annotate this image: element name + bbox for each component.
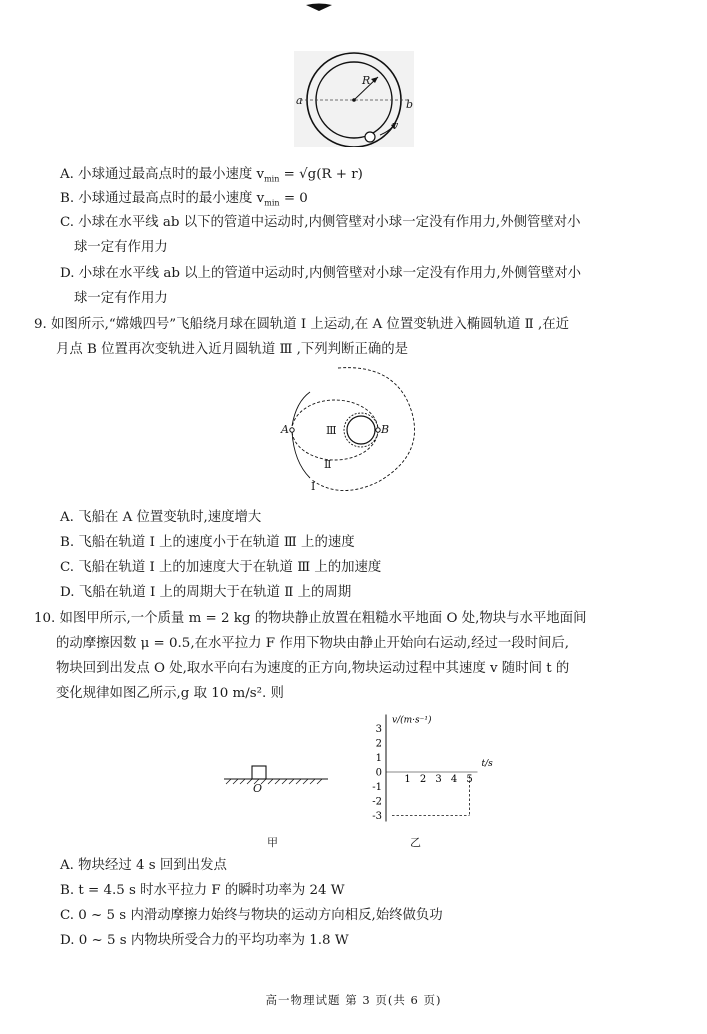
label-b: b bbox=[406, 98, 414, 111]
label-O: O bbox=[253, 782, 263, 795]
q8-option-b-rest: = 0 bbox=[279, 191, 308, 206]
q8-option-c-line2: 球一定有作用力 bbox=[74, 240, 168, 255]
q8-option-b-text: B. 小球通过最高点时的最小速度 v bbox=[60, 191, 265, 206]
q10-option-a: A. 物块经过 4 s 回到出发点 bbox=[60, 858, 227, 873]
y-tick-label: -2 bbox=[372, 796, 382, 808]
q8-option-c-line1: C. 小球在水平线 ab 以下的管道中运动时,内侧管壁对小球一定没有作用力,外侧管壁对小 bbox=[60, 215, 581, 230]
y-tick-label: -1 bbox=[372, 782, 382, 793]
q10-stem-line2: 的动摩擦因数 μ = 0.5,在水平拉力 F 作用下物块由静止开始向右运动,经过一段时间后, bbox=[56, 636, 570, 651]
x-tick-label: 1 bbox=[404, 774, 411, 785]
caption-yi: 乙 bbox=[410, 836, 421, 849]
label-a: a bbox=[296, 94, 303, 107]
q9-option-b: B. 飞船在轨道 Ⅰ 上的速度小于在轨道 Ⅲ 上的速度 bbox=[60, 535, 355, 550]
q10-figure-jia bbox=[222, 762, 332, 852]
page-footer: 高一物理试题 第 3 页(共 6 页) bbox=[265, 993, 442, 1007]
q9-stem-line1: 9. 如图所示,“嫦娥四号”飞船绕月球在圆轨道 Ⅰ 上运动,在 A 位置变轨进入椭圆轨道 Ⅱ ,在近 bbox=[34, 317, 569, 332]
q10-option-c: C. 0 ~ 5 s 内滑动摩擦力始终与物块的运动方向相反,始终做负功 bbox=[60, 908, 443, 923]
block-on-ground-diagram bbox=[222, 762, 332, 792]
y-tick-label: 2 bbox=[375, 738, 382, 750]
q8-option-d-line1: D. 小球在水平线 ab 以上的管道中运动时,内侧管壁对小球一定没有作用力,外侧管壁对小 bbox=[60, 266, 582, 281]
y-tick-label: 1 bbox=[375, 753, 382, 764]
caption-jia: 甲 bbox=[267, 836, 278, 849]
velocity-time-chart bbox=[362, 704, 502, 854]
q9-option-d: D. 飞船在轨道 Ⅰ 上的周期大于在轨道 Ⅱ 上的周期 bbox=[60, 585, 352, 600]
q10-figure-yi bbox=[362, 704, 502, 854]
y-axis-label: v/(m·s⁻¹) bbox=[392, 715, 432, 726]
y-tick-label: 3 bbox=[375, 724, 382, 735]
x-axis-label: t/s bbox=[481, 759, 493, 769]
q8-option-d-line2: 球一定有作用力 bbox=[74, 291, 168, 306]
q8-option-b-sub: min bbox=[264, 198, 280, 208]
q9-option-a: A. 飞船在 A 位置变轨时,速度增大 bbox=[60, 510, 262, 525]
label-B: B bbox=[381, 423, 390, 436]
q10-option-d: D. 0 ~ 5 s 内物块所受合力的平均功率为 1.8 W bbox=[60, 933, 349, 948]
x-tick-label: 3 bbox=[435, 774, 442, 785]
q10-stem-line4: 变化规律如图乙所示,g 取 10 m/s². 则 bbox=[56, 686, 284, 701]
x-tick-label: 4 bbox=[450, 774, 458, 785]
label-R: R bbox=[362, 74, 371, 87]
y-tick-label: 0 bbox=[375, 767, 382, 779]
q8-option-a-text: A. 小球通过最高点时的最小速度 v bbox=[60, 167, 265, 182]
q9-figure bbox=[280, 362, 430, 500]
label-III: Ⅲ bbox=[326, 424, 337, 437]
q9-option-c: C. 飞船在轨道 Ⅰ 上的加速度大于在轨道 Ⅲ 上的加速度 bbox=[60, 560, 382, 575]
q10-stem-line1: 10. 如图甲所示,一个质量 m = 2 kg 的物块静止放置在粗糙水平地面 O 处,物块与水平地面间 bbox=[34, 611, 587, 626]
q8-option-a-rest: = √g(R + r) bbox=[279, 167, 363, 182]
label-A: A bbox=[281, 423, 289, 436]
x-tick-label: 5 bbox=[466, 774, 473, 785]
q9-stem-line2: 月点 B 位置再次变轨进入近月圆轨道 Ⅲ ,下列判断正确的是 bbox=[56, 342, 409, 357]
circular-tube-diagram bbox=[294, 51, 414, 147]
label-I: Ⅰ bbox=[311, 480, 316, 493]
q10-stem-line3: 物块回到出发点 O 处,取水平向右为速度的正方向,物块运动过程中其速度 v 随时间 t 的 bbox=[56, 661, 570, 676]
q8-option-a-sub: min bbox=[264, 174, 280, 184]
x-tick-label: 2 bbox=[419, 774, 427, 785]
label-v: v bbox=[392, 119, 399, 132]
q8-option-a bbox=[60, 165, 363, 190]
q10-option-b: B. t = 4.5 s 时水平拉力 F 的瞬时功率为 24 W bbox=[60, 883, 345, 898]
orbit-diagram bbox=[280, 362, 430, 500]
q8-option-b bbox=[60, 189, 308, 214]
label-II: Ⅱ bbox=[324, 458, 332, 471]
y-tick-label: -3 bbox=[372, 811, 382, 822]
binding-mark-icon bbox=[306, 2, 332, 12]
q8-figure bbox=[294, 51, 414, 147]
